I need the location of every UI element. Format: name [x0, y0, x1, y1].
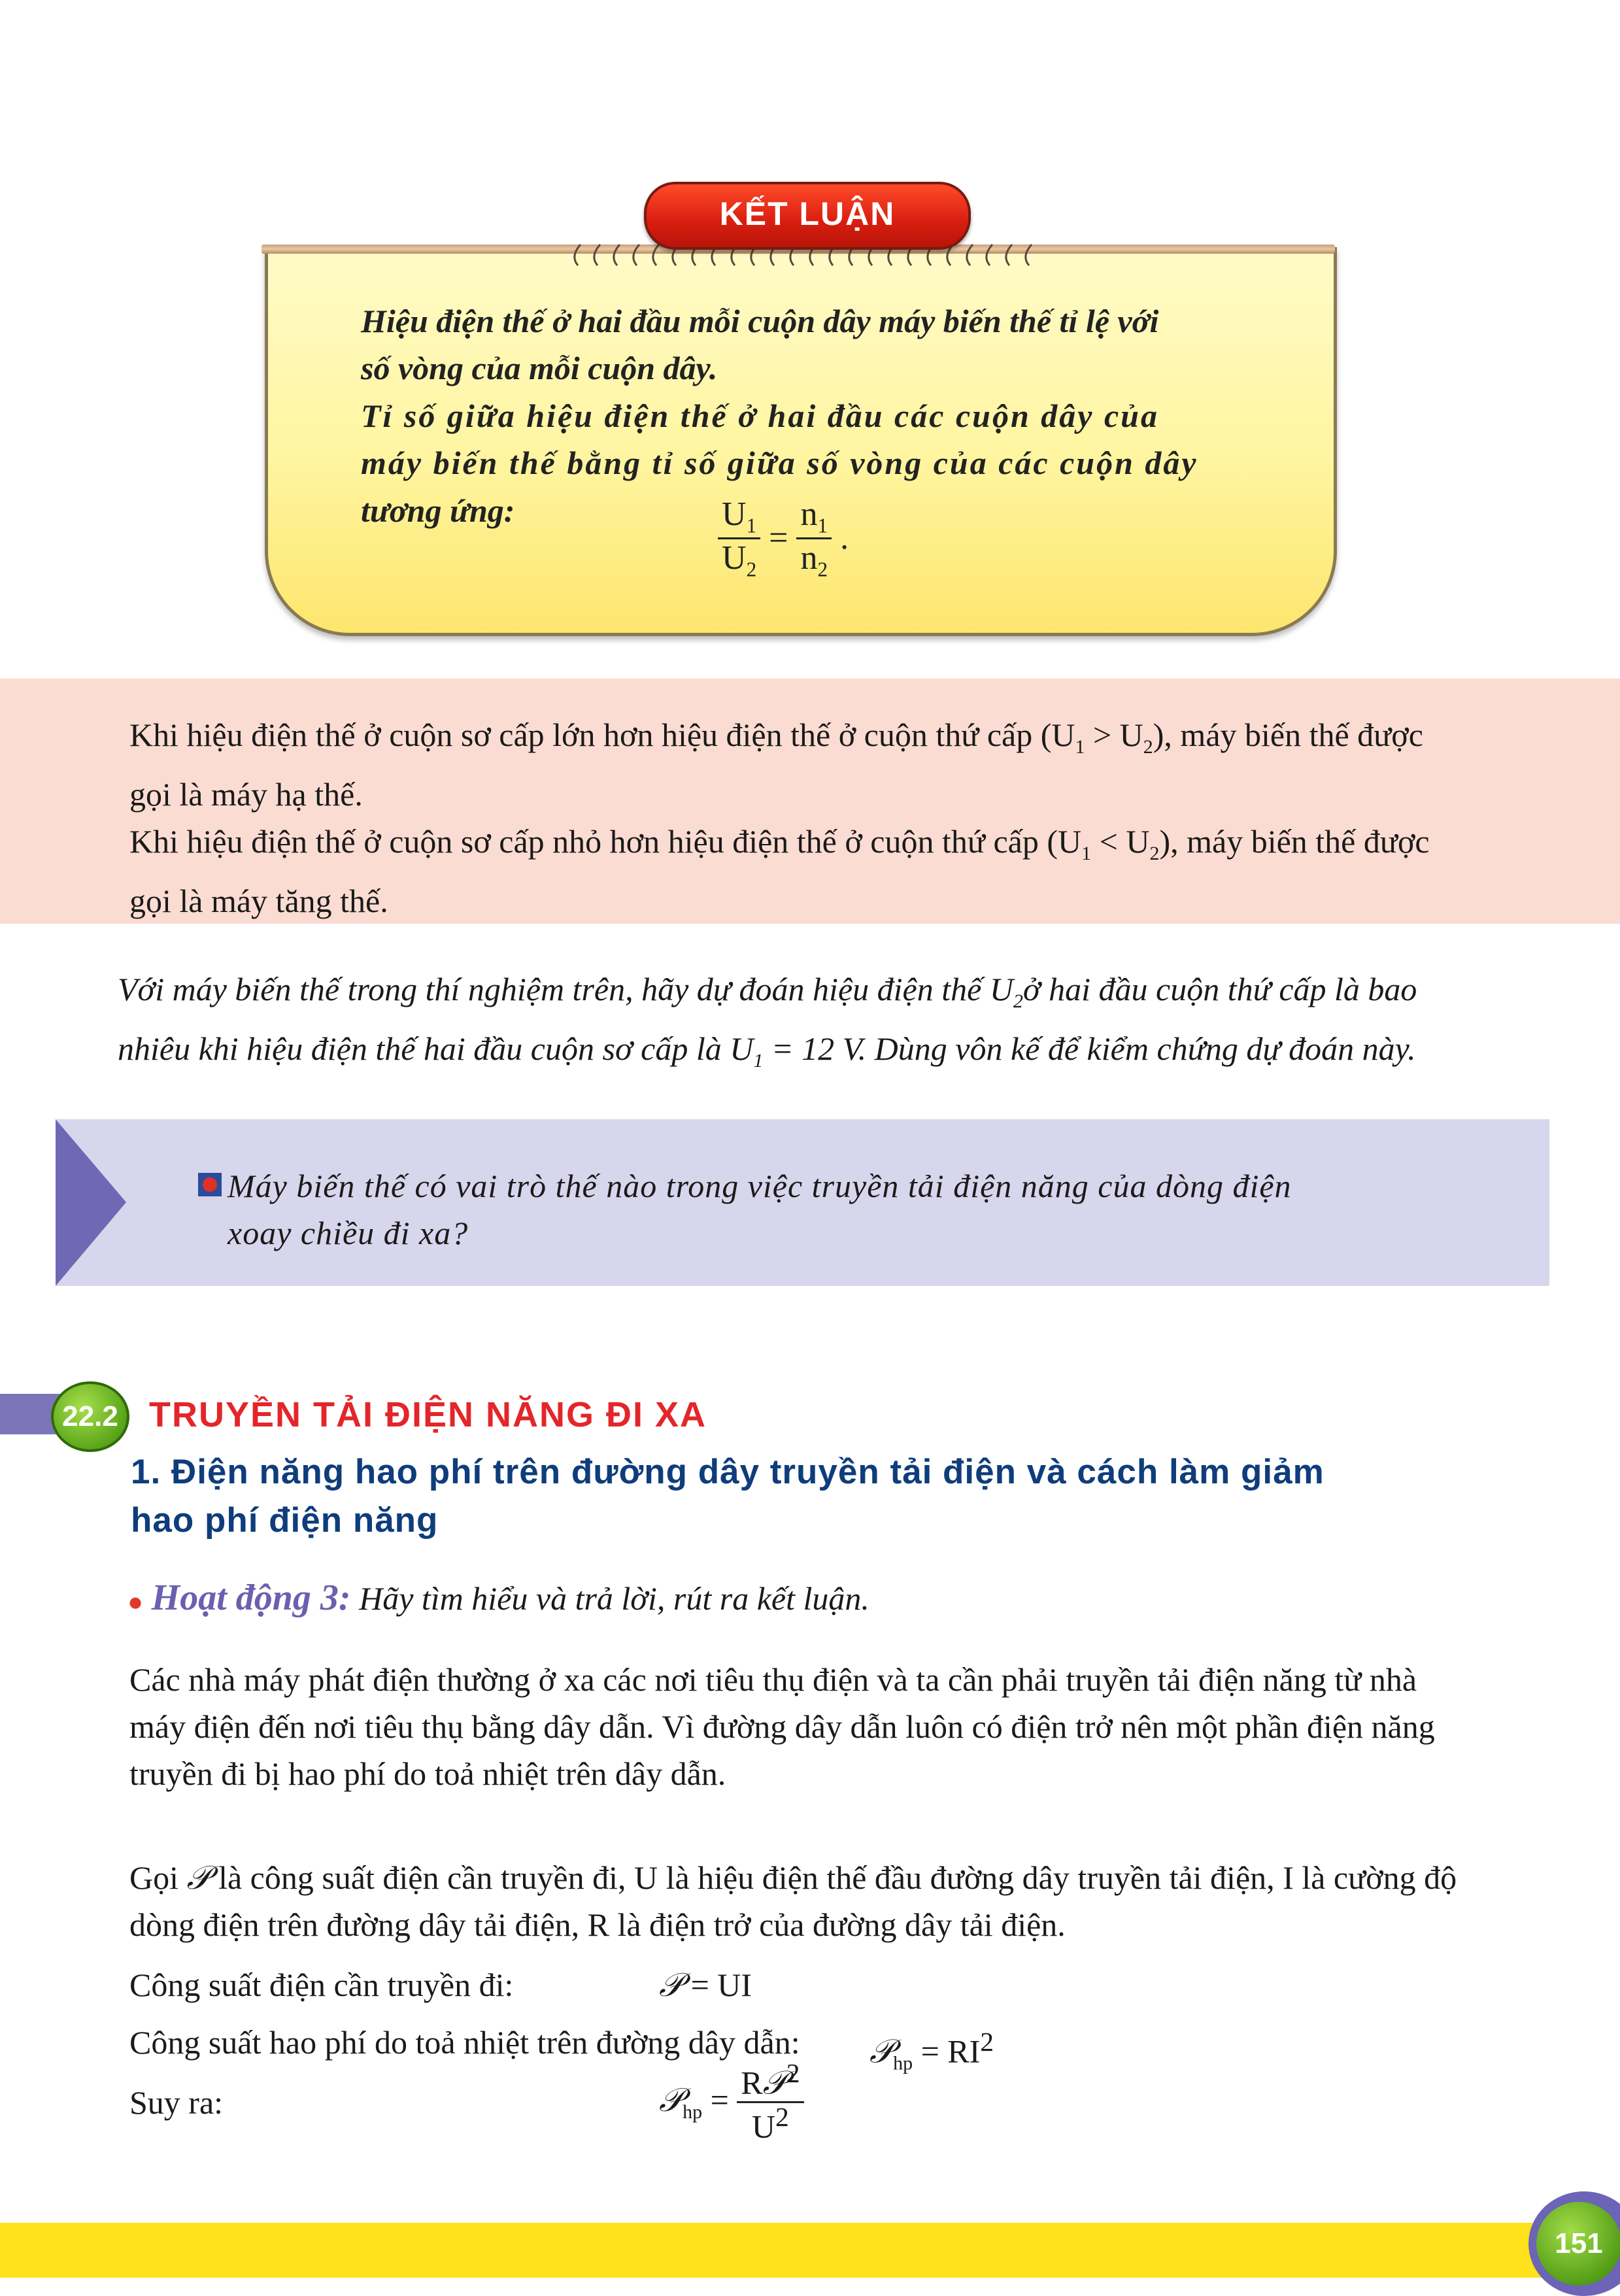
predict-text	[118, 966, 1497, 1085]
conclusion-line-5: tương ứng:	[361, 492, 515, 529]
paragraph-1-line-3: truyền đi bị hao phí do toả nhiệt trên dây dẫn.	[129, 1755, 726, 1792]
question-bullet-icon	[197, 1172, 222, 1197]
question-line-2: xoay chiều đi xa?	[228, 1215, 469, 1251]
section-number: 22.2	[51, 1381, 129, 1452]
formula-3-label: Suy ra:	[129, 2084, 224, 2121]
formula-3: 𝒫$_{hp}$ = $\frac{R𝒫^2}{U^2}$	[659, 2059, 804, 2144]
activity-line	[127, 1574, 869, 1626]
section-title: TRUYỀN TẢI ĐIỆN NĂNG ĐI XA	[149, 1395, 707, 1434]
voltage-ratio-formula: $\frac{U_1}{U_2}$ = $\frac{n_1}{n_2}$ .	[718, 496, 849, 581]
footer-bar	[0, 2223, 1620, 2278]
question-line-1: Máy biến thế có vai trò thế nào trong việc truyền tải điện năng của dòng điện	[228, 1168, 1292, 1204]
paragraph-1-line-2: máy điện đến nơi tiêu thụ bằng dây dẫn. Vì đường dây dẫn luôn có điện trở nên một phần điện năng	[129, 1708, 1435, 1745]
activity-label: Hoạt động 3:	[151, 1578, 351, 1618]
arrow-icon	[56, 1119, 126, 1286]
info-line-3: Khi hiệu điện thế ở cuộn sơ cấp nhỏ hơn hiệu điện thế ở cuộn thứ cấp $(U_1 < U_2)$, máy biến thế được	[129, 823, 1430, 864]
conclusion-title: KẾT LUẬN	[644, 182, 971, 250]
activity-text: Hãy tìm hiểu và trả lời, rút ra kết luận.	[359, 1580, 869, 1617]
formula-1: 𝒫 = UI	[659, 1967, 752, 2003]
page-number: 151	[1536, 2202, 1620, 2286]
predict-line-2: nhiêu khi hiệu điện thế hai đầu cuộn sơ cấp là $U_1 = 12$ V. Dùng vôn kế để kiểm chứng dự đoán này.	[118, 1030, 1416, 1072]
conclusion-line-4: máy biến thế bằng tỉ số giữa số vòng của các cuộn dây	[361, 445, 1198, 481]
paragraph-1	[129, 1656, 1496, 1797]
conclusion-line-3: Tỉ số giữa hiệu điện thế ở hai đầu các cuộn dây của	[361, 397, 1159, 434]
conclusion-line-1: Hiệu điện thế ở hai đầu mỗi cuộn dây máy biến thế tỉ lệ với	[361, 303, 1159, 339]
formula-2: 𝒫$_{hp}$ = $RI^2$	[869, 2027, 994, 2074]
subsection-title-line-2: hao phí điện năng	[131, 1501, 439, 1540]
paragraph-2	[129, 1854, 1496, 1948]
bullet-icon: ●	[127, 1587, 144, 1617]
formula-2-label: Công suất hao phí do toả nhiệt trên đường dây dẫn:	[129, 2024, 800, 2061]
paragraph-1-line-1: Các nhà máy phát điện thường ở xa các nơi tiêu thụ điện và ta cần phải truyền tải điện năng từ nhà	[129, 1661, 1417, 1698]
predict-line-1: Với máy biến thế trong thí nghiệm trên, hãy dự đoán hiệu điện thế $U_2ở$ hai đầu cuộn thứ cấp là bao	[118, 971, 1417, 1012]
info-text	[129, 711, 1496, 924]
paragraph-2-line-2: dòng điện trên đường dây tải điện, R là điện trở của đường dây tải điện.	[129, 1906, 1066, 1943]
info-line-4: gọi là máy tăng thế.	[129, 883, 388, 919]
subsection-title-line-1: 1. Điện năng hao phí trên đường dây truyền tải điện và cách làm giảm	[131, 1453, 1325, 1491]
info-line-1: Khi hiệu điện thế ở cuộn sơ cấp lớn hơn hiệu điện thế ở cuộn thứ cấp $(U_1 > U_2)$, máy biến thế được	[129, 717, 1423, 758]
info-line-2: gọi là máy hạ thế.	[129, 776, 363, 813]
subsection-title	[131, 1448, 1471, 1545]
formula-1-label: Công suất điện cần truyền đi:	[129, 1967, 514, 2003]
paragraph-2-line-1: Gọi 𝒫 là công suất điện cần truyền đi, U là hiệu điện thế đầu đường dây truyền tải điện, I là cường độ	[129, 1859, 1457, 1896]
conclusion-line-2: số vòng của mỗi cuộn dây.	[361, 350, 718, 386]
